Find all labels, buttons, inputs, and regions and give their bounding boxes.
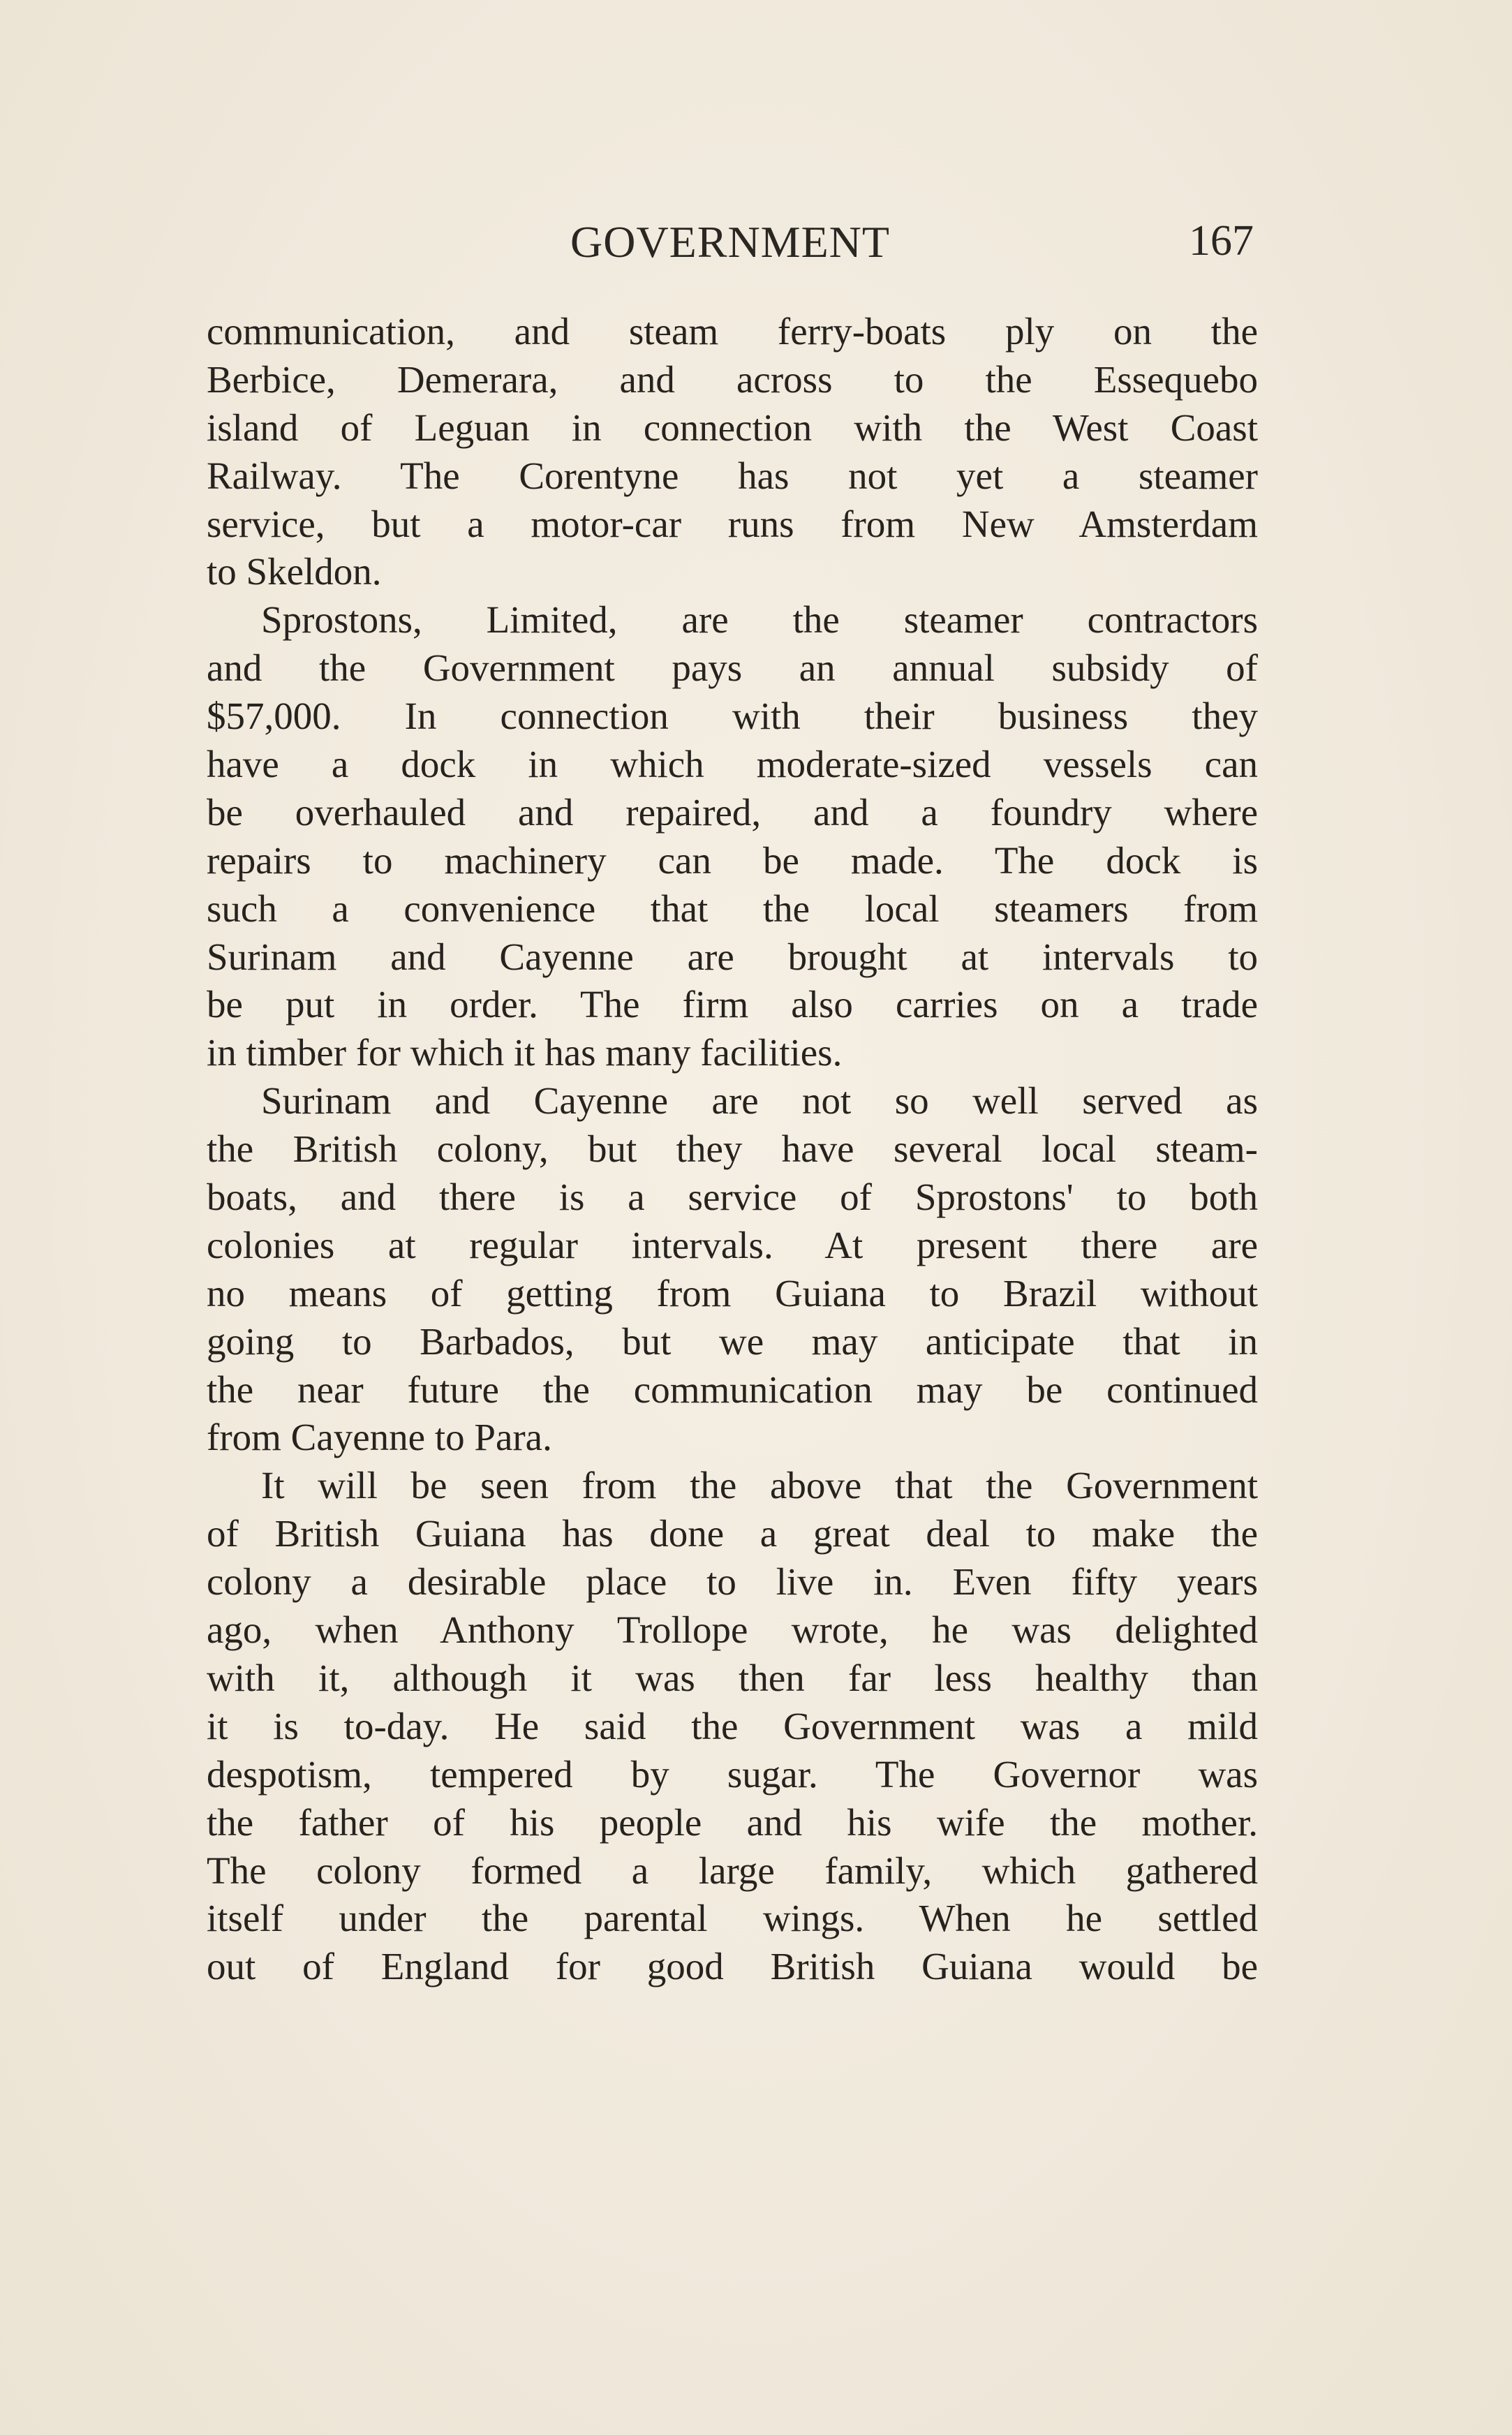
text-line: $57,000. In connection with their business they xyxy=(207,695,1258,738)
text-line: boats, and there is a service of Sprostons' to both xyxy=(207,1176,1258,1219)
paragraph xyxy=(207,1462,1258,1991)
text-line: Sprostons, Limited, are the steamer contractors xyxy=(261,598,1258,642)
text-line: the father of his people and his wife the mother. xyxy=(207,1800,1258,1844)
text-line: The colony formed a large family, which gathered xyxy=(207,1849,1258,1892)
text-line: it is to-day. He said the Government was a mild xyxy=(207,1704,1258,1747)
text-line: the near future the communication may be continued xyxy=(207,1368,1258,1411)
paragraph xyxy=(207,1077,1258,1462)
text-line: and the Government pays an annual subsidy of xyxy=(207,646,1258,690)
text-line: Railway. The Corentyne has not yet a steamer xyxy=(207,454,1258,497)
text-line: with it, although it was then far less healthy than xyxy=(207,1656,1258,1699)
text-line: have a dock in which moderate-sized vessels can xyxy=(207,743,1258,786)
body-text xyxy=(207,308,1258,1991)
text-line: itself under the parental wings. When he settled xyxy=(207,1897,1258,1940)
text-line: Surinam and Cayenne are brought at intervals to xyxy=(207,935,1258,978)
text-line: to Skeldon. xyxy=(207,550,382,593)
text-line: be put in order. The firm also carries on a trade xyxy=(207,983,1258,1026)
text-line: communication, and steam ferry-boats ply on the xyxy=(207,310,1258,353)
text-line: It will be seen from the above that the Government xyxy=(261,1464,1258,1507)
text-line: such a convenience that the local steamers from xyxy=(207,887,1258,930)
text-line: despotism, tempered by sugar. The Governor was xyxy=(207,1752,1258,1796)
text-line: repairs to machinery can be made. The dock is xyxy=(207,838,1258,882)
text-line: colonies at regular intervals. At present there are xyxy=(207,1223,1258,1266)
page-number: 167 xyxy=(1189,217,1254,265)
text-line: ago, when Anthony Trollope wrote, he was delighted xyxy=(207,1608,1258,1652)
text-line: the British colony, but they have several local steam- xyxy=(207,1127,1258,1171)
running-title: GOVERNMENT xyxy=(570,217,890,267)
text-line: Surinam and Cayenne are not so well served as xyxy=(261,1079,1258,1123)
text-line: no means of getting from Guiana to Brazil without xyxy=(207,1271,1258,1315)
text-line: in timber for which it has many facilities. xyxy=(207,1031,843,1074)
text-line: service, but a motor-car runs from New Amsterdam xyxy=(207,502,1258,545)
text-line: Berbice, Demerara, and across to the Essequebo xyxy=(207,357,1258,401)
text-line: from Cayenne to Para. xyxy=(207,1416,552,1459)
text-line: colony a desirable place to live in. Even fifty years xyxy=(207,1560,1258,1604)
paragraph xyxy=(207,308,1258,596)
running-head xyxy=(207,209,1254,286)
text-line: of British Guiana has done a great deal to make the xyxy=(207,1512,1258,1555)
text-line: going to Barbados, but we may anticipate that in xyxy=(207,1319,1258,1363)
paragraph xyxy=(207,596,1258,1077)
text-line: island of Leguan in connection with the West Coast xyxy=(207,406,1258,449)
text-line: out of England for good British Guiana would be xyxy=(207,1945,1258,1988)
text-line: be overhauled and repaired, and a foundry where xyxy=(207,790,1258,834)
